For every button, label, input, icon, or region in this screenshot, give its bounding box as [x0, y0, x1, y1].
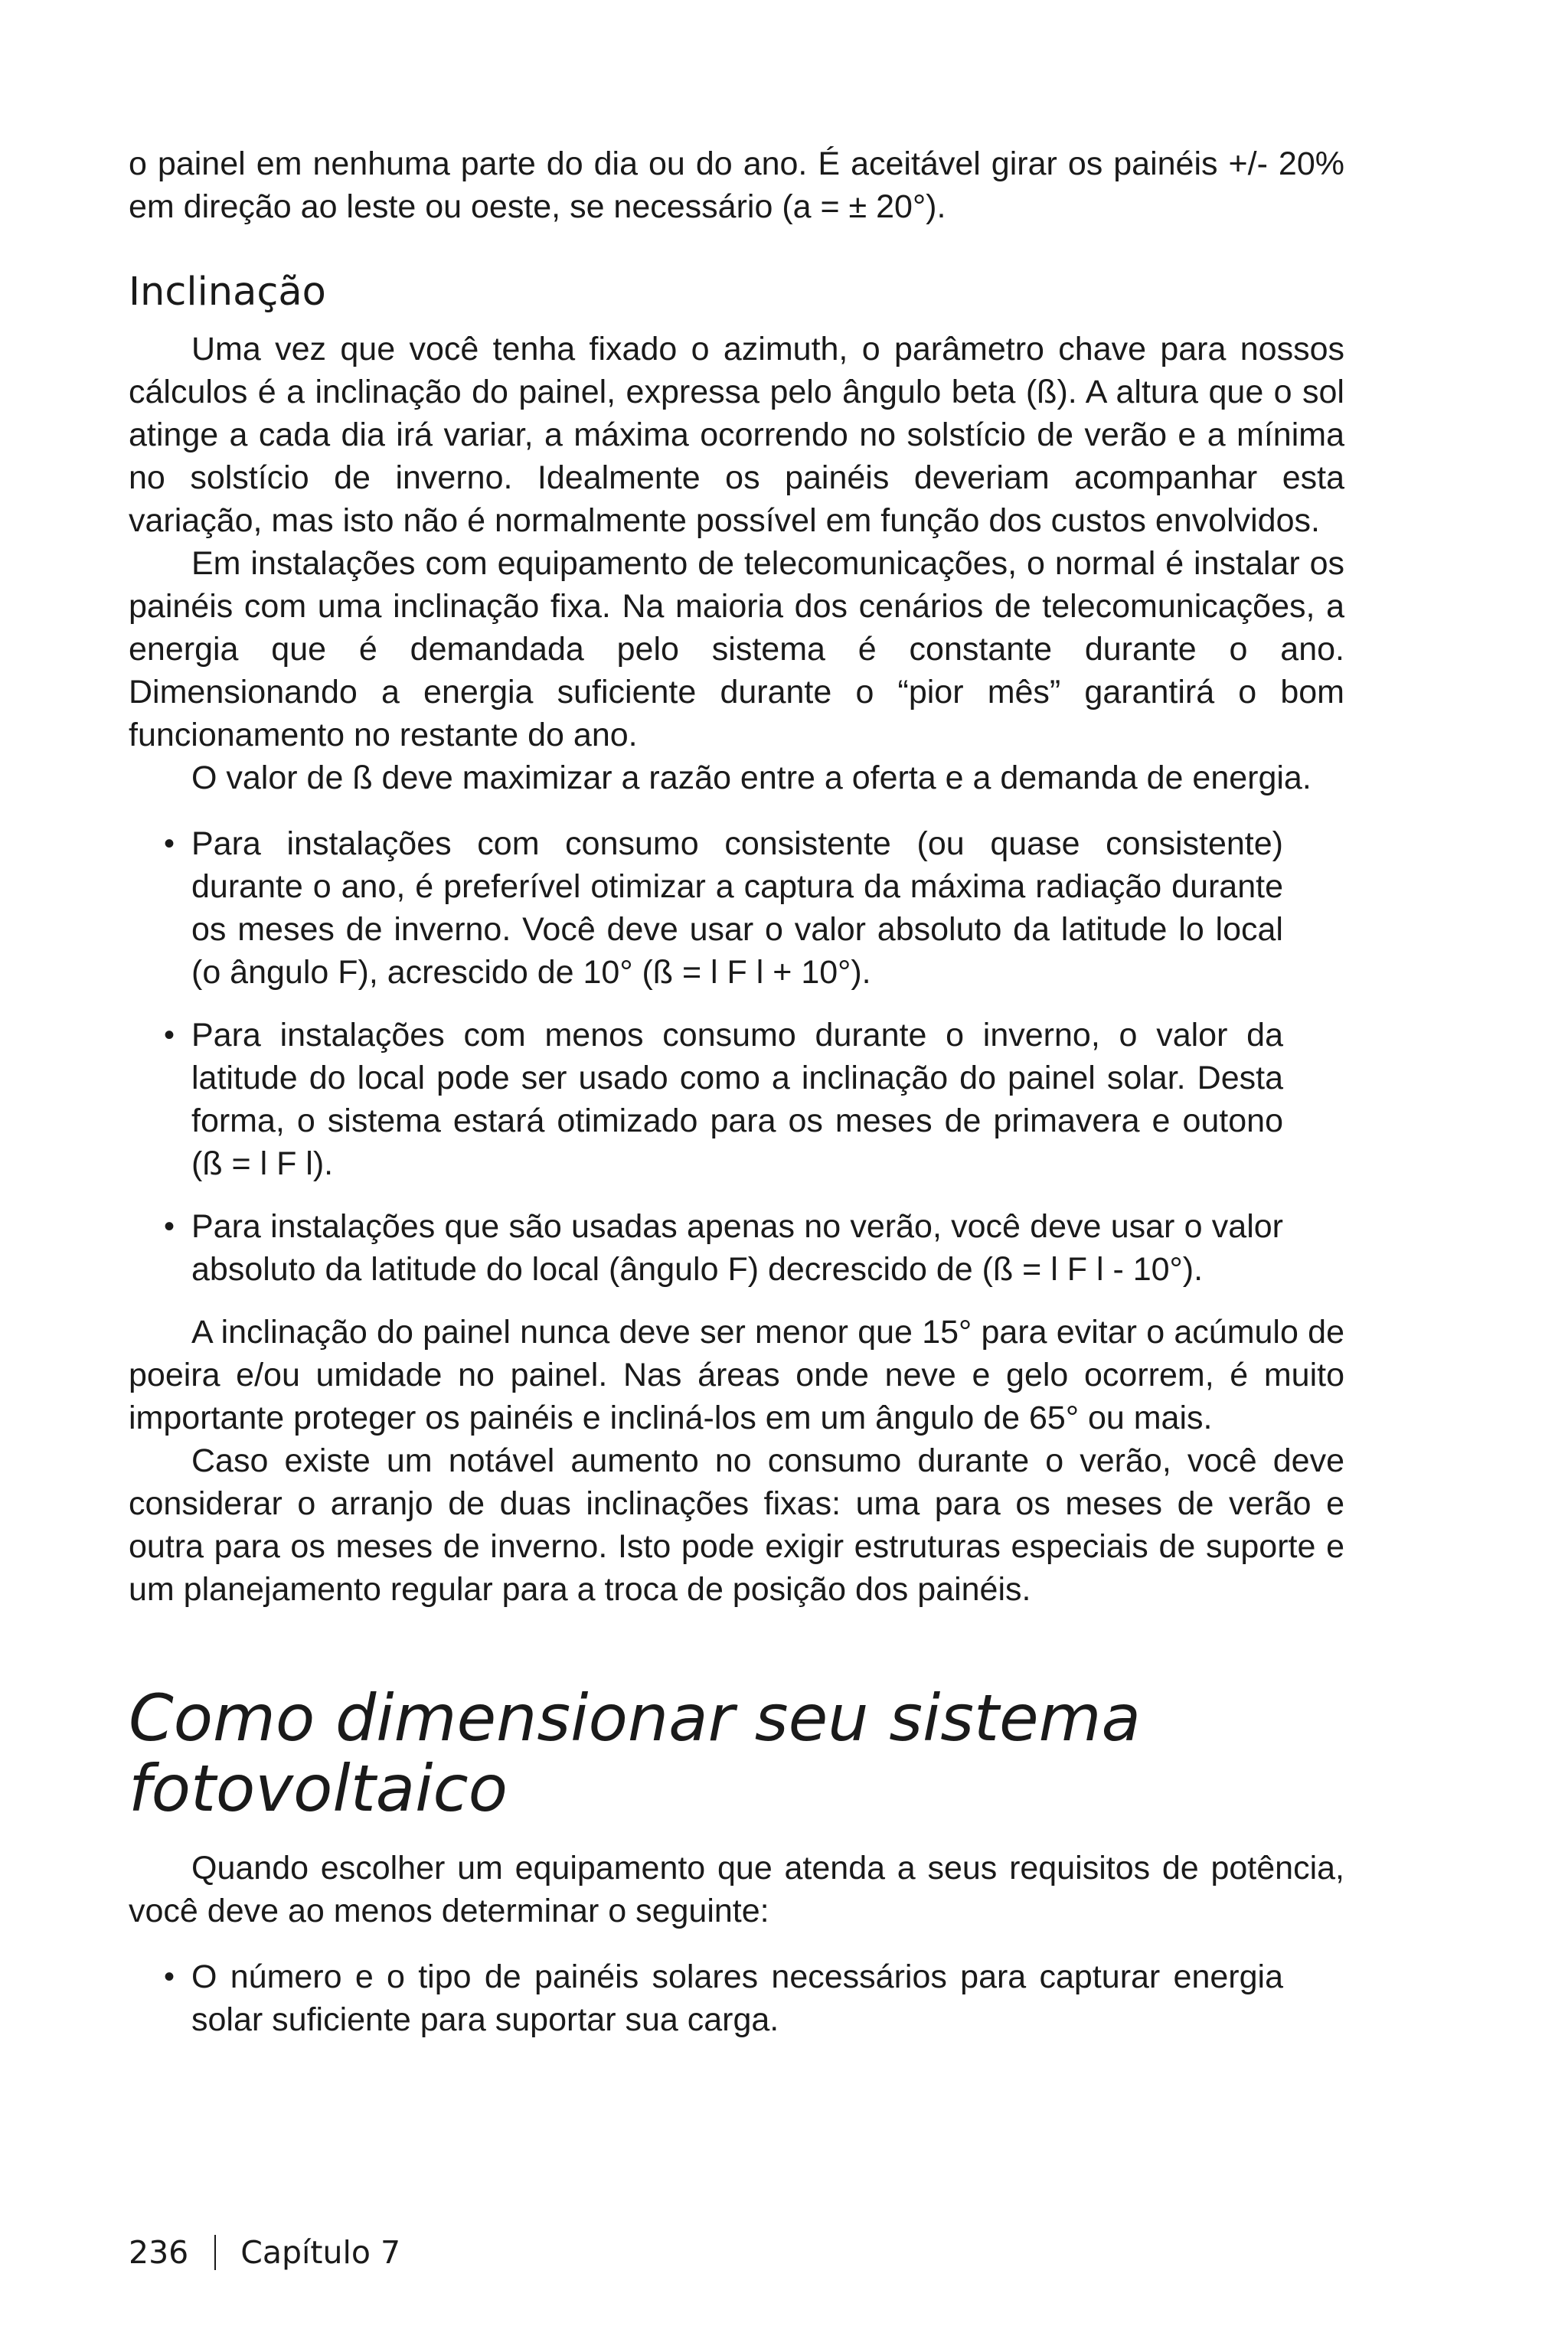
page-body: [129, 142, 1344, 2061]
page-footer: [129, 2231, 400, 2274]
body-paragraph: Em instalações com equipamento de telecomunicações, o normal é instalar os painéis com uma inclinação fixa. Na maioria dos cenários de telecomunicações, a energia que é demandada pelo sistema é constante durante o ano. Dimensionando a energia suficiente durante o “pior mês” garantirá o bom funcionamento no restante do ano.: [129, 545, 1344, 753]
continuation-paragraph: o painel em nenhuma parte do dia ou do ano. É aceitável girar os painéis +/- 20% em direção ao leste ou oeste, se necessário (a = ± 20°).: [129, 145, 1344, 225]
list-item-text: Para instalações com menos consumo durante o inverno, o valor da latitude do local pode ser usado como a inclinação do painel solar. Desta forma, o sistema estará otimizado para os meses de primavera e outono (ß = l F l).: [191, 1017, 1283, 1182]
list-item-text: Para instalações com consumo consistente (ou quase consistente) durante o ano, é preferível otimizar a captura da máxima radiação durante os meses de inverno. Você deve usar o valor absoluto da latitude lo local (o ângulo F), acrescido de 10° (ß = l F l + 10°).: [191, 825, 1283, 991]
body-paragraph: A inclinação do painel nunca deve ser menor que 15° para evitar o acúmulo de poeira e/ou umidade no painel. Nas áreas onde neve e gelo ocorrem, é muito importante proteger os painéis e incliná-los em um ângulo de 65° ou mais.: [129, 1314, 1344, 1436]
footer-divider: [214, 2235, 216, 2270]
bullet-icon: •: [164, 1960, 175, 1994]
bullet-icon: •: [164, 1210, 175, 1243]
page-number: 236: [129, 2234, 189, 2271]
body-paragraph: O valor de ß deve maximizar a razão entre a oferta e a demanda de energia.: [191, 760, 1312, 796]
list-item-text: Para instalações que são usadas apenas no verão, você deve usar o valor absoluto da latitude do local (ângulo F) decrescido de (ß = l F l - 10°).: [191, 1208, 1283, 1288]
body-paragraph: Quando escolher um equipamento que atenda a seus requisitos de potência, você deve ao menos determinar o seguinte:: [129, 1850, 1344, 1929]
heading-line: fotovoltaico: [129, 1751, 508, 1826]
list-item-text: O número e o tipo de painéis solares necessários para capturar energia solar suficiente para suportar sua carga.: [191, 1958, 1283, 2038]
chapter-label: Capítulo 7: [240, 2234, 401, 2271]
bullet-list-sizing: [129, 1955, 1344, 2041]
heading-line: Como dimensionar seu sistema: [129, 1681, 1141, 1756]
bullet-icon: •: [164, 827, 175, 861]
list-item: [129, 1014, 1344, 1185]
body-paragraph: Caso existe um notável aumento no consumo durante o verão, você deve considerar o arranjo de duas inclinações fixas: uma para os meses de verão e outra para os meses de inverno. Isto pode exigir estruturas especiais de suporte e um planejamento regular para a troca de posição dos painéis.: [129, 1442, 1344, 1608]
chapter-section-heading: [129, 1683, 1344, 1824]
bullet-list-inclination: [129, 822, 1344, 1291]
bullet-icon: •: [164, 1018, 175, 1052]
body-paragraph: Uma vez que você tenha fixado o azimuth, o parâmetro chave para nossos cálculos é a inclinação do painel, expressa pelo ângulo beta (ß). A altura que o sol atinge a cada dia irá variar, a máxima ocorrendo no solstício de verão e a mínima no solstício de inverno. Idealmente os painéis deveriam acompanhar esta variação, mas isto não é normalmente possível em função dos custos envolvidos.: [129, 331, 1344, 539]
list-item: [129, 1205, 1344, 1291]
section-heading-inclinacao: Inclinação: [129, 270, 326, 315]
list-item: [129, 822, 1344, 994]
list-item: [129, 1955, 1344, 2041]
